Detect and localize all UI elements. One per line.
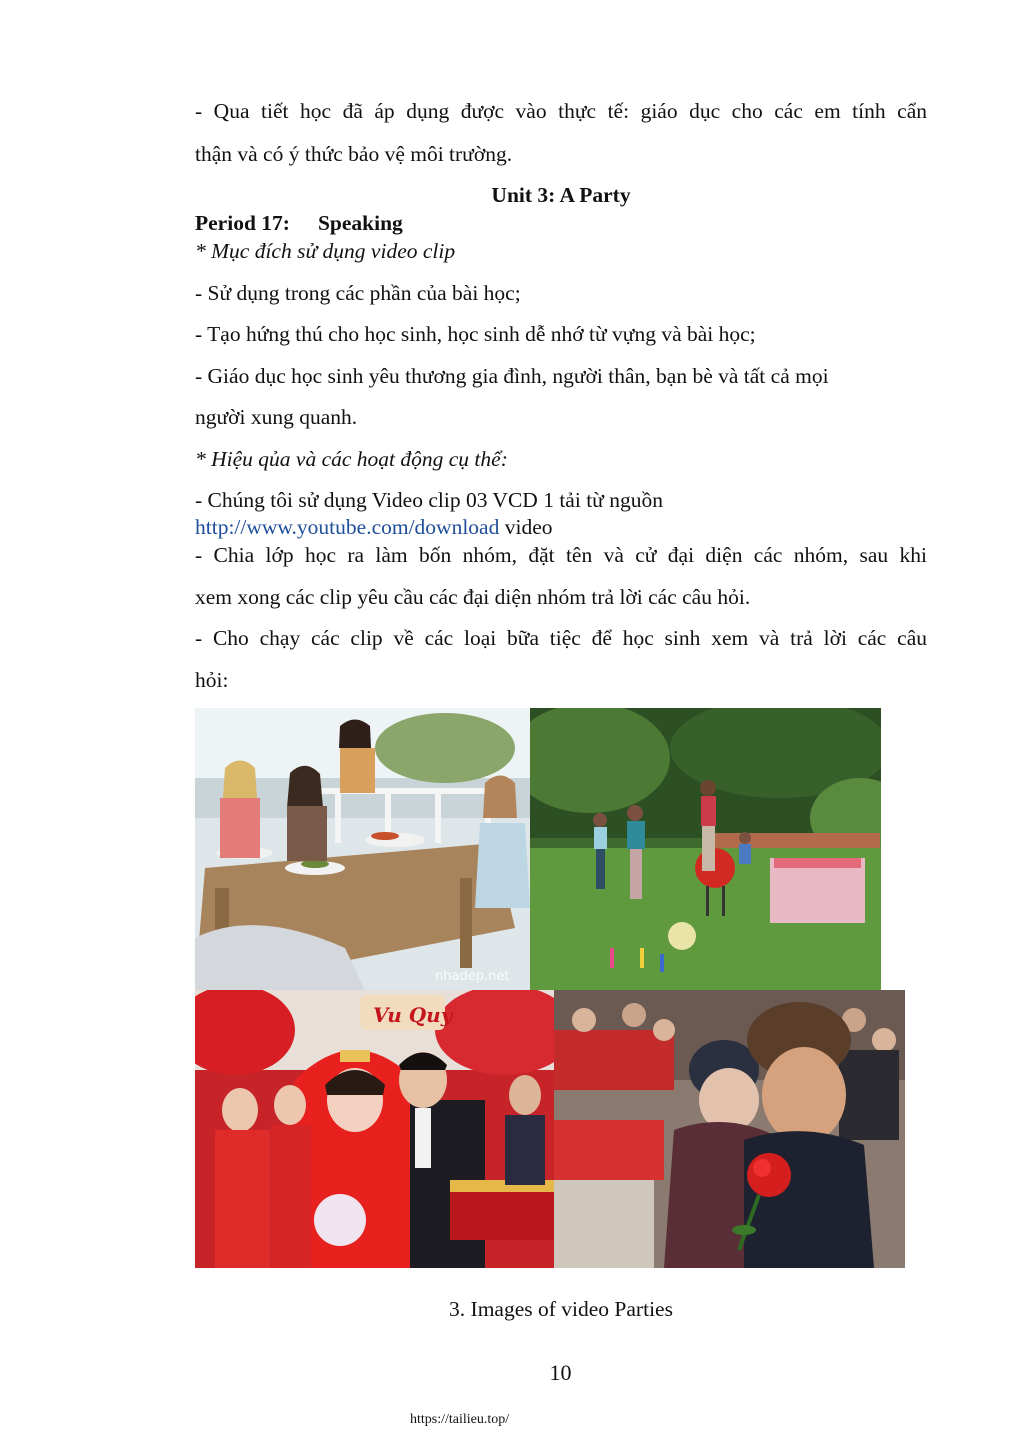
effect-heading: * Hiệu qủa và các hoạt động cụ thể:	[195, 447, 508, 471]
photo-outdoor-dinner	[195, 708, 530, 990]
photo-backyard-party	[530, 708, 881, 990]
period-name: Speaking	[317, 211, 403, 235]
activity-item: xem xong các clip yêu cầu các đại diện nhóm trả lời các câu hỏi.	[195, 585, 751, 609]
purpose-item: - Giáo dục học sinh yêu thương gia đình, người thân, bạn bè và tất cả mọi	[195, 364, 829, 388]
photo-elderly-celebration	[554, 990, 905, 1268]
watermark-text: nhadep.net	[435, 969, 510, 984]
activity-item: - Chia lớp học ra làm bốn nhóm, đặt tên và cử đại diện các nhóm, sau khi	[195, 543, 927, 567]
youtube-link[interactable]: http://www.youtube.com/download	[195, 515, 500, 539]
period-label: Period 17:	[195, 211, 290, 235]
period-heading	[195, 209, 927, 237]
paragraph-line: thận và có ý thức bảo vệ môi trường.	[195, 142, 513, 166]
purpose-heading: * Mục đích sử dụng video clip	[195, 239, 456, 263]
photo-wedding	[195, 990, 554, 1268]
wedding-sign-text: Vu Quy	[373, 1003, 453, 1027]
purpose-item: - Sử dụng trong các phần của bài học;	[195, 281, 521, 305]
page-number: 10	[549, 1360, 572, 1385]
activity-item: - Cho chạy các clip về các loại bữa tiệc để học sinh xem và trả lời các câu	[195, 626, 927, 650]
purpose-item: người xung quanh.	[195, 405, 358, 429]
paragraph-line: - Qua tiết học đã áp dụng được vào thực tế: giáo dục cho các em tính cẩn	[195, 99, 927, 123]
activity-link-line	[195, 513, 927, 541]
purpose-item: - Tạo hứng thú cho học sinh, học sinh dễ nhớ từ vựng và bài học;	[195, 322, 756, 346]
unit-title: Unit 3: A Party	[491, 183, 631, 207]
activity-item: hỏi:	[195, 668, 229, 692]
activity-item: - Chúng tôi sử dụng Video clip 03 VCD 1 tải từ nguồn	[195, 488, 663, 512]
figure-caption: 3. Images of video Parties	[449, 1297, 673, 1321]
footer-url[interactable]: https://tailieu.top/	[410, 1412, 510, 1427]
link-suffix: video	[499, 515, 553, 539]
